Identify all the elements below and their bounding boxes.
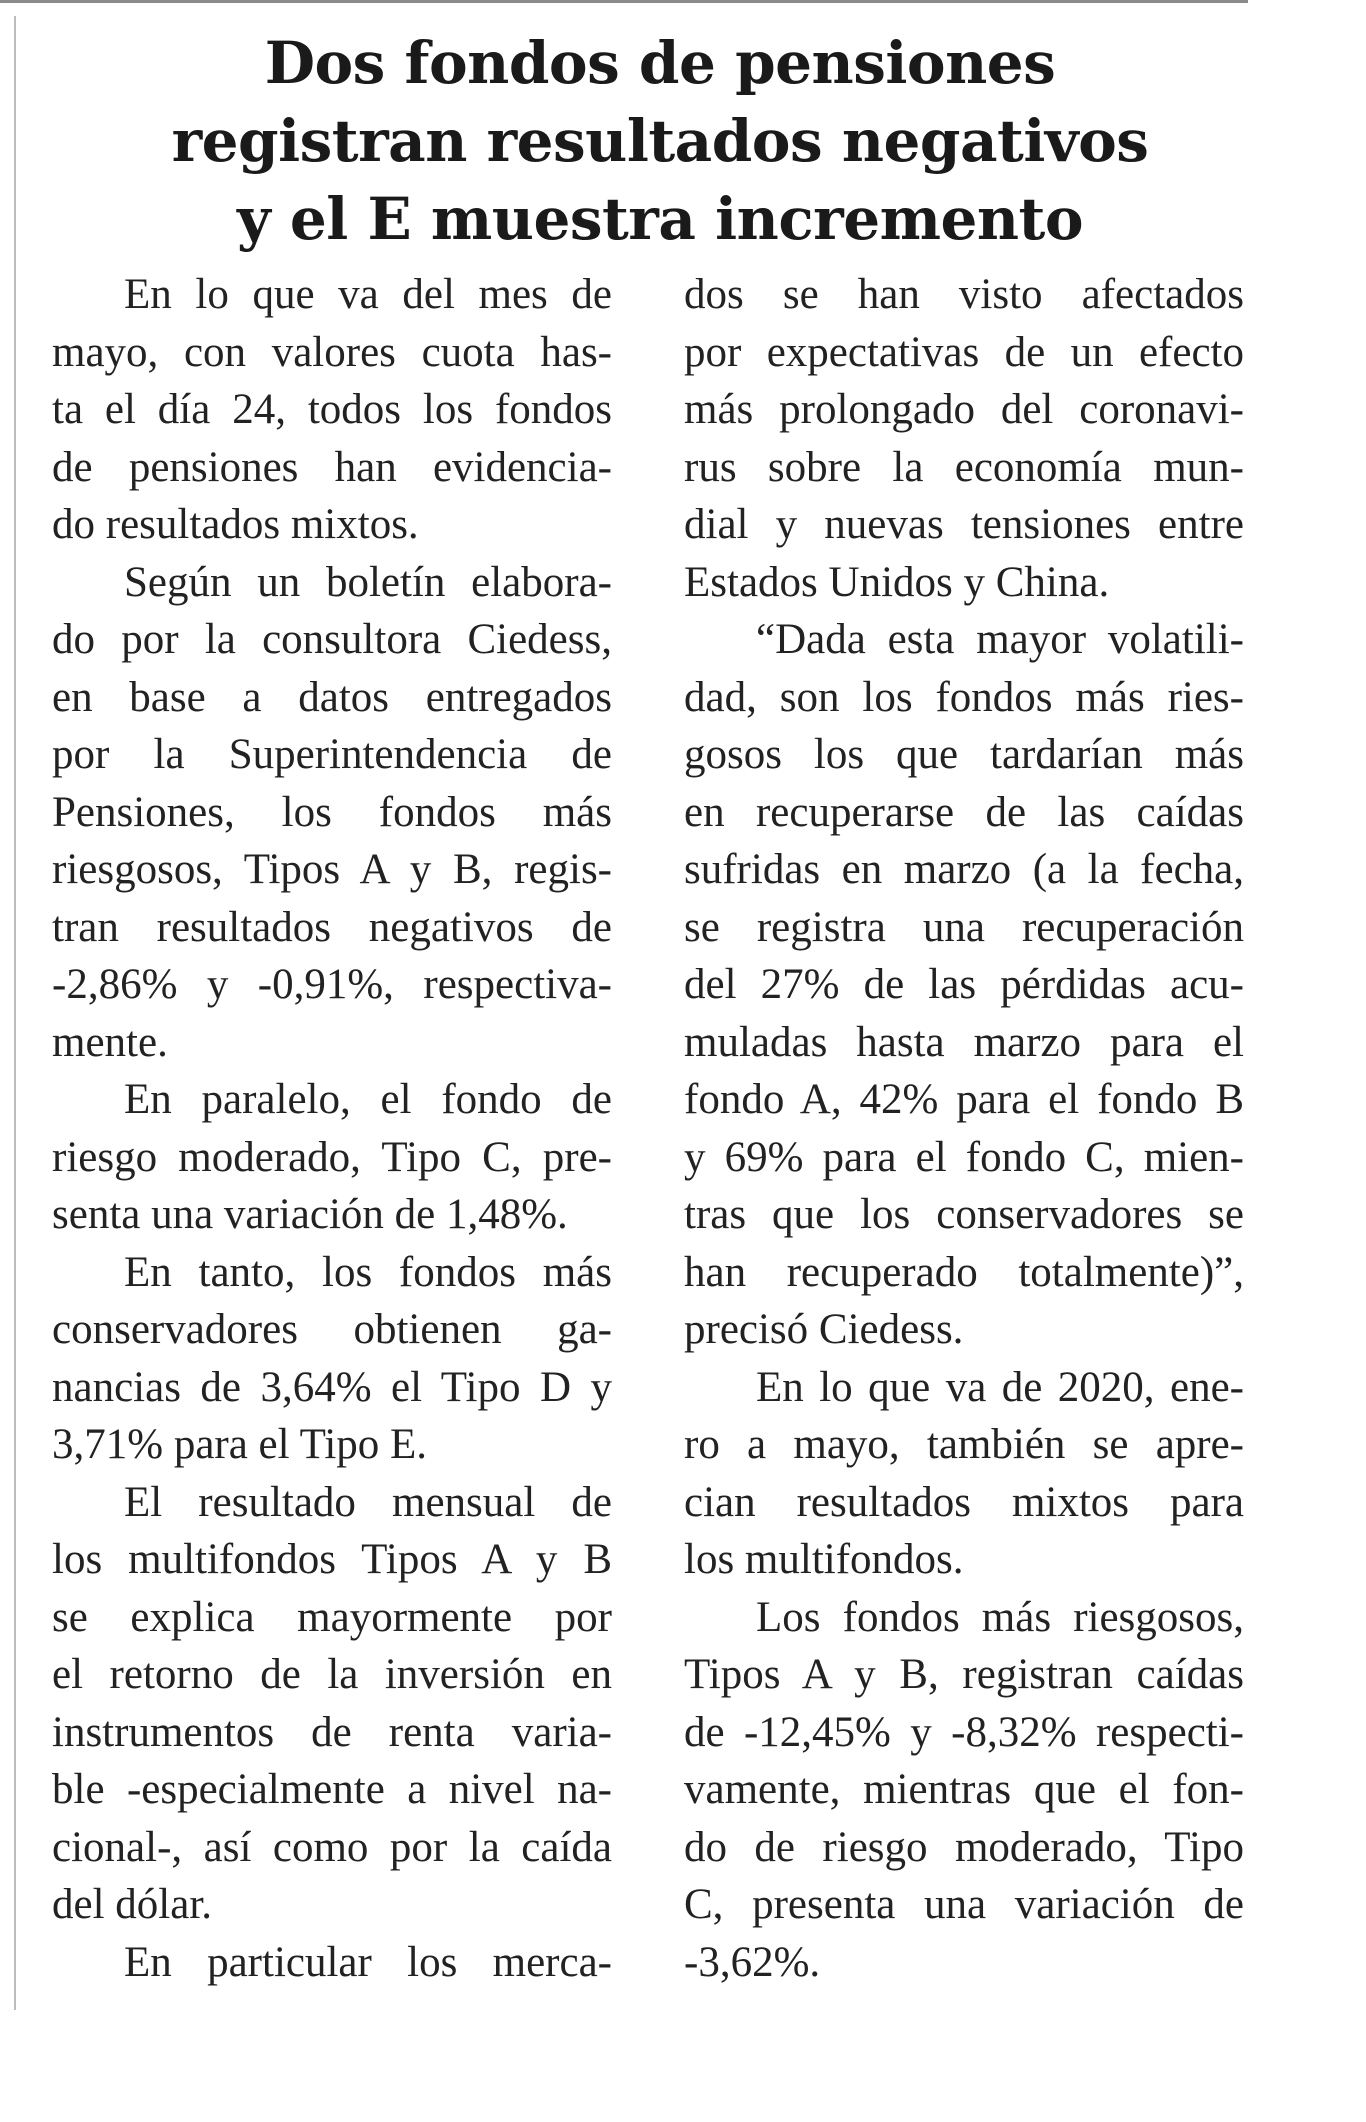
text-line: Los fondos más riesgosos, xyxy=(756,1593,1244,1641)
headline-line: Dos fondos de pensiones xyxy=(264,29,1056,97)
text-line: Según un boletín elabora- xyxy=(124,558,612,606)
top-rule xyxy=(0,0,1248,3)
article-headline xyxy=(90,24,1230,258)
text-line: el retorno de la inversión en xyxy=(52,1651,612,1698)
text-line: instrumentos de renta varia- xyxy=(52,1708,612,1756)
text-line: dad, son los fondos más ries- xyxy=(684,673,1244,721)
text-line: fondo A, 42% para el fondo B xyxy=(684,1076,1244,1123)
headline-line: y el E muestra incremento xyxy=(236,185,1084,253)
text-line: Tipos A y B, registran caídas xyxy=(684,1651,1244,1698)
text-line: vamente, mientras que el fon- xyxy=(684,1766,1244,1813)
text-line: de pensiones han evidencia- xyxy=(52,443,612,491)
text-line: sufridas en marzo (a la fecha, xyxy=(684,846,1244,893)
text-line: En paralelo, el fondo de xyxy=(124,1076,612,1123)
text-line: Pensiones, los fondos más xyxy=(52,788,612,836)
text-line: -2,86% y -0,91%, respectiva- xyxy=(52,961,612,1008)
text-line: 3,71% para el Tipo E. xyxy=(52,1421,428,1468)
text-line: del dólar. xyxy=(52,1881,213,1928)
text-line: En lo que va de 2020, ene- xyxy=(756,1363,1244,1411)
text-line: los multifondos Tipos A y B xyxy=(52,1536,612,1583)
text-line: riesgosos, Tipos A y B, regis- xyxy=(52,846,612,893)
text-line: de -12,45% y -8,32% respecti- xyxy=(684,1708,1244,1756)
text-line: tras que los conservadores se xyxy=(684,1191,1244,1238)
text-line: se registra una recuperación xyxy=(684,903,1244,951)
text-line: cional-, así como por la caída xyxy=(52,1823,612,1871)
text-line: dos se han visto afectados xyxy=(684,271,1244,318)
text-line: han recuperado totalmente)”, xyxy=(684,1248,1244,1296)
text-line: gosos los que tardarían más xyxy=(684,731,1244,778)
text-line: muladas hasta marzo para el xyxy=(684,1018,1244,1066)
text-line: y 69% para el fondo C, mien- xyxy=(684,1133,1244,1181)
text-line: do de riesgo moderado, Tipo xyxy=(684,1823,1244,1871)
text-line: C, presenta una variación de xyxy=(684,1881,1244,1928)
text-line: senta una variación de 1,48%. xyxy=(52,1191,568,1238)
text-line: mayo, con valores cuota has- xyxy=(52,328,612,376)
article-column-right xyxy=(684,266,1244,1991)
article-column-left xyxy=(52,266,612,1991)
text-line: en base a datos entregados xyxy=(52,673,612,721)
text-line: do por la consultora Ciedess, xyxy=(52,616,612,663)
text-line: conservadores obtienen ga- xyxy=(52,1306,612,1353)
text-line: mente. xyxy=(52,1018,168,1066)
text-line: nancias de 3,64% el Tipo D y xyxy=(52,1363,612,1411)
text-line: más prolongado del coronavi- xyxy=(684,386,1244,433)
text-line: Estados Unidos y China. xyxy=(684,558,1110,606)
text-line: tran resultados negativos de xyxy=(52,903,612,951)
text-line: En tanto, los fondos más xyxy=(124,1248,612,1296)
text-line: do resultados mixtos. xyxy=(52,501,419,548)
text-line: En particular los merca- xyxy=(124,1938,612,1986)
text-line: precisó Ciedess. xyxy=(684,1306,964,1353)
column-side-rule xyxy=(14,16,16,2010)
text-line: riesgo moderado, Tipo C, pre- xyxy=(52,1133,612,1181)
text-line: ro a mayo, también se apre- xyxy=(684,1421,1244,1468)
text-line: El resultado mensual de xyxy=(124,1478,612,1526)
text-line: por expectativas de un efecto xyxy=(684,328,1244,376)
text-line: En lo que va del mes de xyxy=(124,271,612,318)
text-line: en recuperarse de las caídas xyxy=(684,788,1244,836)
text-line: rus sobre la economía mun- xyxy=(684,443,1244,491)
text-line: cian resultados mixtos para xyxy=(684,1478,1244,1526)
text-line: por la Superintendencia de xyxy=(52,731,612,778)
text-line: “Dada esta mayor volatili- xyxy=(756,616,1244,663)
text-line: dial y nuevas tensiones entre xyxy=(684,501,1244,548)
headline-line: registran resultados negativos xyxy=(171,107,1149,175)
text-line: -3,62%. xyxy=(684,1938,821,1986)
text-line: ta el día 24, todos los fondos xyxy=(52,386,612,433)
text-line: los multifondos. xyxy=(684,1536,964,1583)
text-line: ble -especialmente a nivel na- xyxy=(52,1766,612,1813)
text-line: se explica mayormente por xyxy=(52,1593,612,1641)
text-line: del 27% de las pérdidas acu- xyxy=(684,961,1244,1008)
